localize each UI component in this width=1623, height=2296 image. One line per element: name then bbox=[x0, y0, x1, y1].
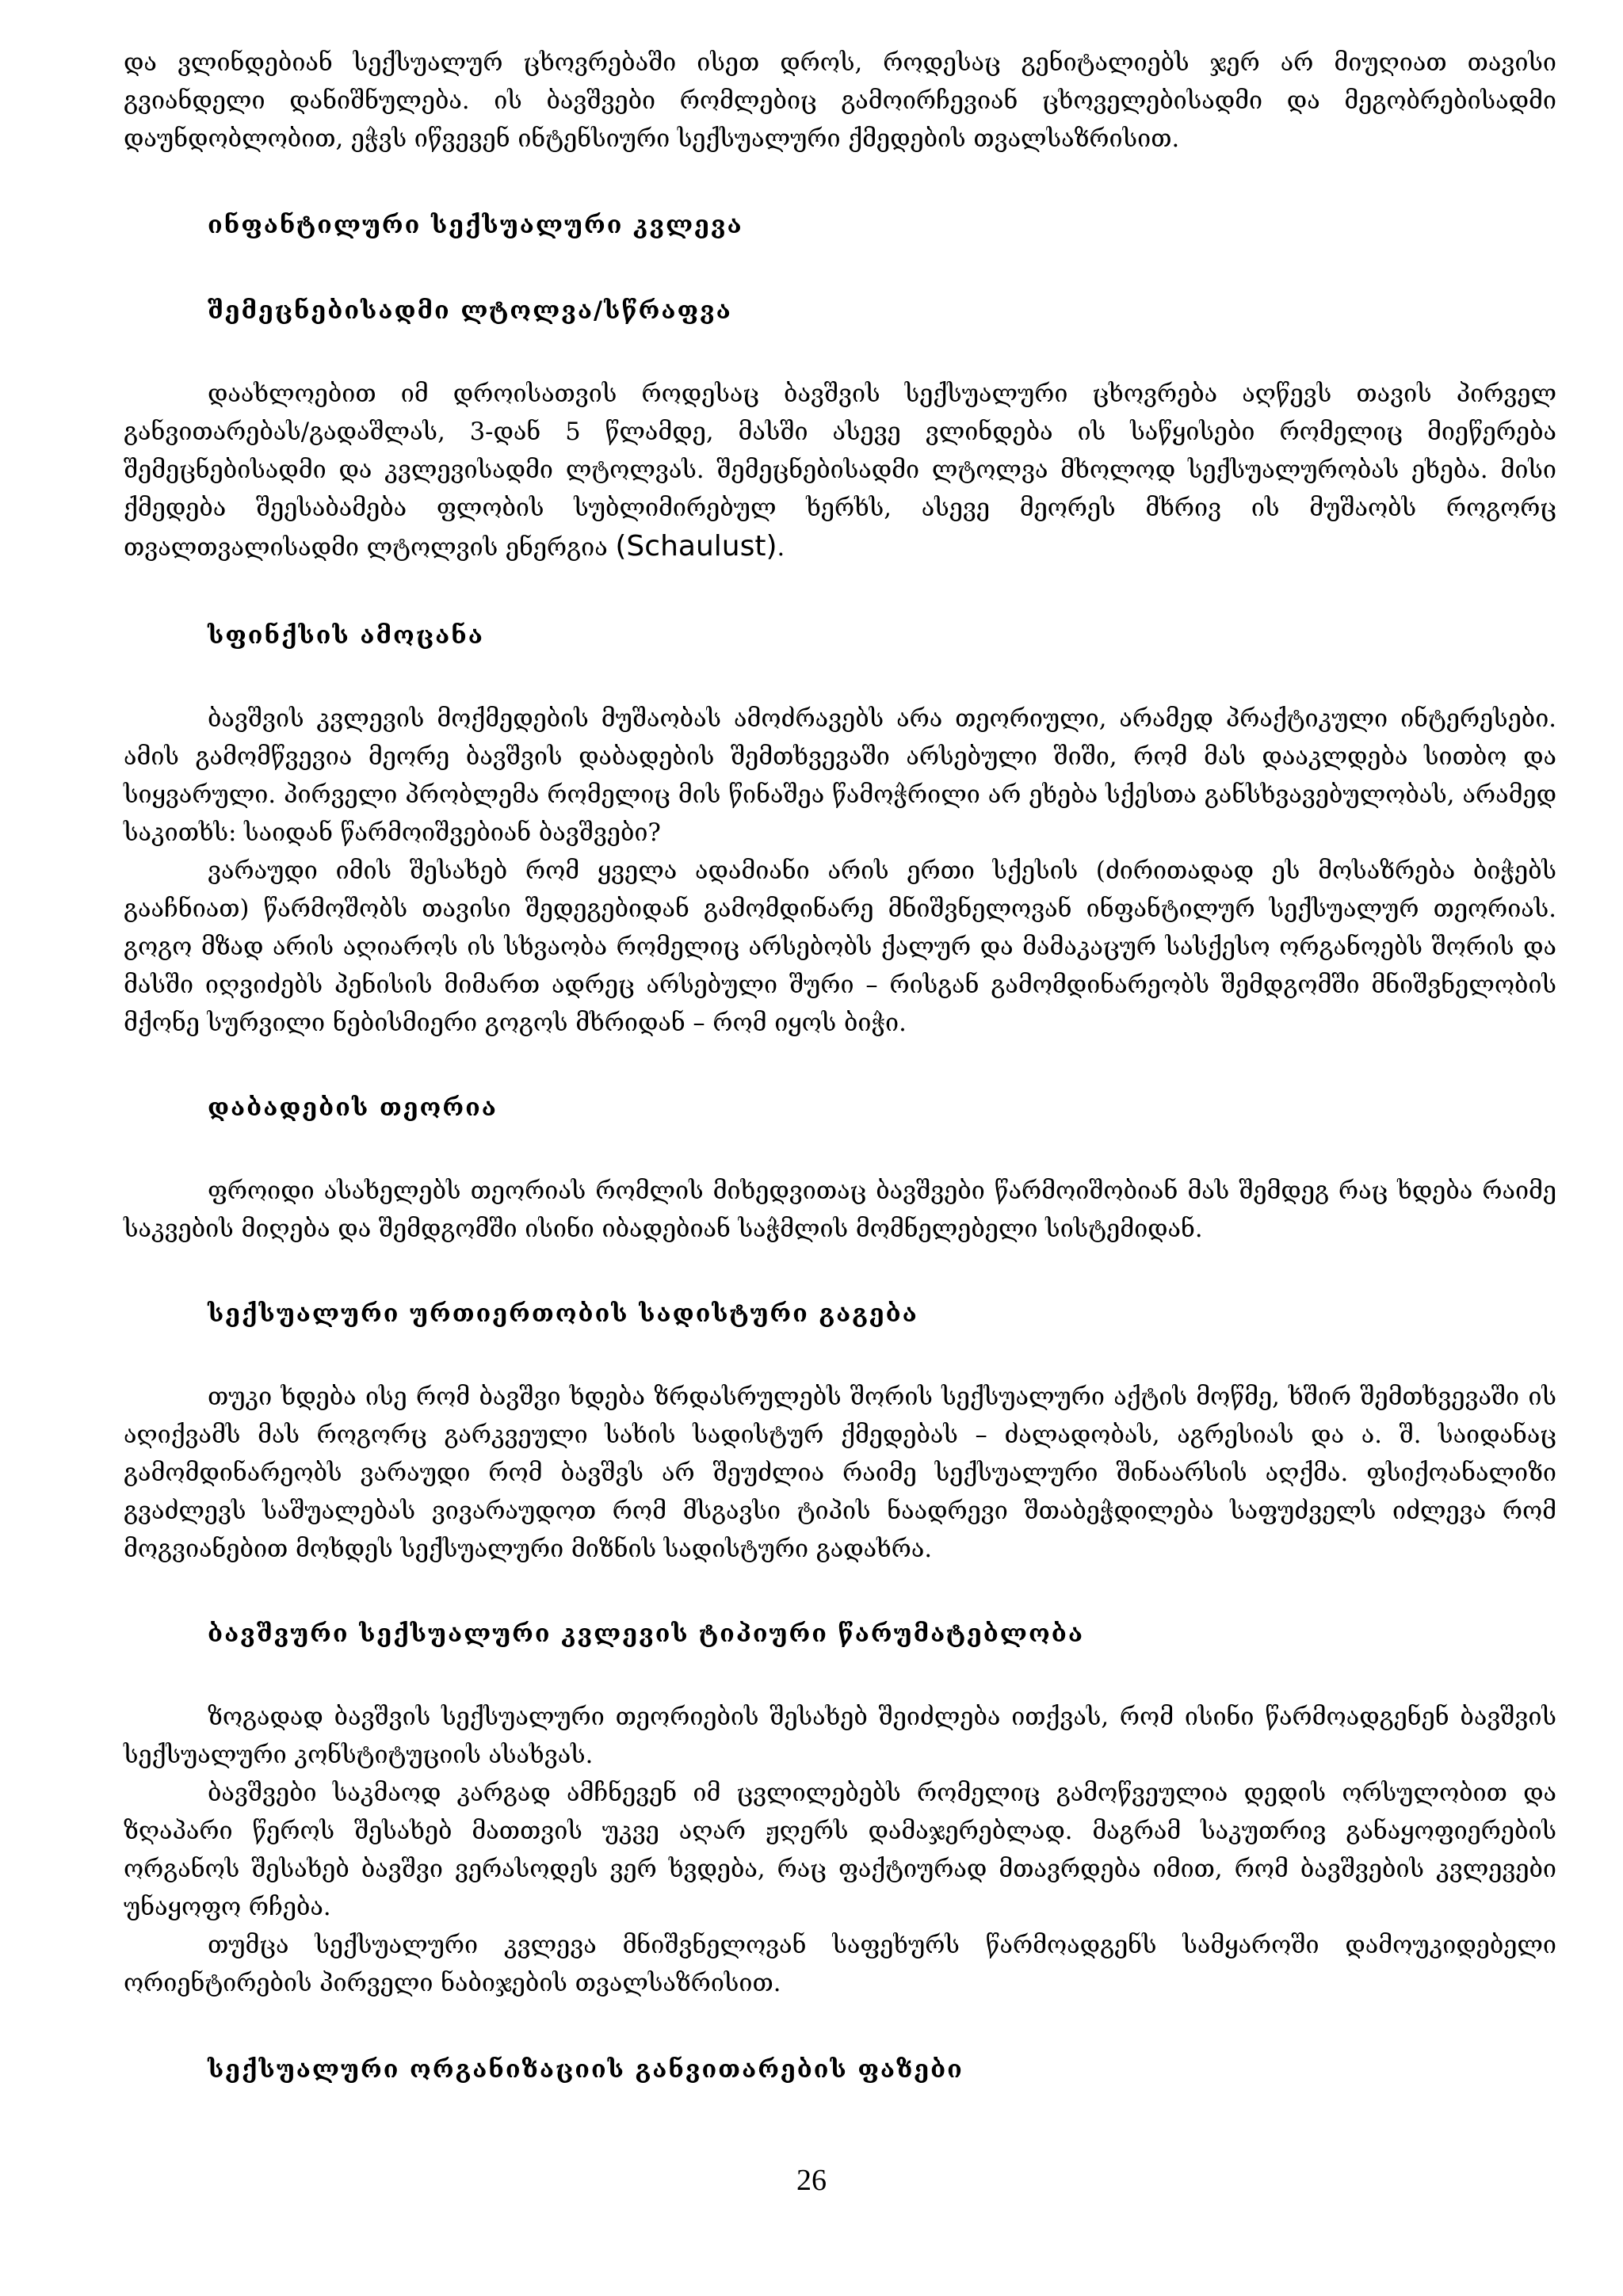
typical-failure-paragraph-1: ზოგადად ბავშვის სექსუალური თეორიების შესახებ შეიძლება ითქვას, რომ ისინი წარმოადგენენ ბავშვის სექსუალური კონსტიტუციის ასახვას. bbox=[124, 1703, 1556, 1769]
section-heading-drive-for-knowledge: შემეცნებისადმი ლტოლვა/სწრაფვა bbox=[208, 296, 732, 325]
drive-for-knowledge-text: დაახლოებით იმ დროისათვის როდესაც ბავშვის სექსუალური ცხოვრება აღწევს თავის პირველ განვითარებას/გადაშლას, 3-დან 5 წლამდე, მასში ასევე ვლინდება ის საწყისები რომელიც მიეწერება შემეცნებისადმი და კვლევისადმი ლტოლვას. შემეცნებისადმი ლტოლვა მხოლოდ სექსუალურობას ეხება. მისი ქმედება შეესაბამება ფლობის სუბლიმირებულ ხერხს, ასევე მეორეს მხრივ ის მუშაობს როგორც თვალთვალისადმი ლტოლვის ენერგია bbox=[124, 380, 1556, 562]
sadistic-conception-paragraph: თუკი ხდება ისე რომ ბავშვი ხდება ზრდასრულებს შორის სექსუალური აქტის მოწმე, ხშირ შემთხვევაში ის აღიქვამს მას როგორც გარკვეული სახის სადისტურ ქმედებას – ძალადობას, აგრესიას და ა. შ. საიდანაც გამომდინარეობს ვარაუდი რომ ბავშვს არ შეუძლია რაიმე სექსუალური შინაარსის აღქმა. ფსიქოანალიზი გვაძლევს საშუალებას ვივარაუდოთ რომ მსგავსი ტიპის ნაადრევი შთაბეჭდილება საფუძველს იძლევა რომ მოგვიანებით მოხდეს სექსუალური მიზნის სადისტური გადახრა. bbox=[124, 1383, 1556, 1563]
sphinx-riddle-paragraph-2: ვარაუდი იმის შესახებ რომ ყველა ადამიანი არის ერთი სქესის (ძირითადად ეს მოსაზრება ბიჭებს გააჩნიათ) წარმოშობს თავისი შედეგებიდან გამომდინარე მნიშვნელოვან ინფანტილურ სექსუალურ თეორიას. გოგო მზად არის აღიაროს ის სხვაობა რომელიც არსებობს ქალურ და მამაკაცურ სასქესო ორგანოებს შორის და მასში იღვიძებს პენისის მიმართ ადრეც არსებული შური – რისგან გამომდინარეობს შემდგომში მნიშვნელობის მქონე სურვილი ნებისმიერი გოგოს მხრიდან – რომ იყოს ბიჭი. bbox=[124, 857, 1556, 1037]
page-content bbox=[124, 44, 1556, 2088]
birth-theory-paragraph: ფროიდი ასახელებს თეორიას რომლის მიხედვითაც ბავშვები წარმოიშობიან მას შემდეგ რაც ხდება რაიმე საკვების მიღება და შემდგომში ისინი იბადებიან საჭმლის მომნელებელი სისტემიდან. bbox=[124, 1177, 1556, 1243]
section-heading-sadistic-conception: სექსუალური ურთიერთობის სადისტური გაგება bbox=[208, 1299, 918, 1328]
drive-for-knowledge-end: . bbox=[777, 534, 785, 562]
intro-paragraph: და ვლინდებიან სექსუალურ ცხოვრებაში ისეთ დროს, როდესაც გენიტალიებს ჯერ არ მიუღიათ თავისი გვიანდელი დანიშნულება. ის ბავშვები რომლებიც გამოირჩევიან ცხოველებისადმი და მეგობრებისადმი დაუნდობლობით, ეჭვს იწვევენ ინტენსიური სექსუალური ქმედების თვალსაზრისით. bbox=[124, 49, 1556, 153]
sphinx-riddle-paragraph-1: ბავშვის კვლევის მოქმედების მუშაობას ამოძრავებს არა თეორიული, არამედ პრაქტიკული ინტერესები. ამის გამომწვევია მეორე ბავშვის დაბადების შემთხვევაში არსებული შიში, რომ მას დააკლდება სითბო და სიყვარული. პირველი პრობლემა რომელიც მის წინაშეა წამოჭრილი არ ეხება სქესთა განსხვავებულობას, არამედ საკითხს: საიდან წარმოიშვებიან ბავშვები? bbox=[124, 705, 1556, 847]
typical-failure-paragraph-2: ბავშვები საკმაოდ კარგად ამჩნევენ იმ ცვლილებებს რომელიც გამოწვეულია დედის ორსულობით და ზღაპარი წეროს შესახებ მათთვის უკვე აღარ ჟღერს დამაჯერებლად. მაგრამ საკუთრივ განაყოფიერების ორგანოს შესახებ ბავშვი ვერასოდეს ვერ ხვდება, რაც ფაქტიურად მთავრდება იმით, რომ ბავშვების კვლევები უნაყოფო რჩება. bbox=[124, 1779, 1556, 1921]
section-heading-sphinx-riddle: სფინქსის ამოცანა bbox=[208, 621, 484, 650]
typical-failure-paragraph-3: თუმცა სექსუალური კვლევა მნიშვნელოვან საფეხურს წარმოადგენს სამყაროში დამოუკიდებელი ორიენტირების პირველი ნაბიჯების თვალსაზრისით. bbox=[124, 1932, 1556, 1997]
section-heading-sexual-organization-phases: სექსუალური ორგანიზაციის განვითარების ფაზები bbox=[208, 2055, 964, 2084]
drive-for-knowledge-paragraph bbox=[124, 376, 1556, 567]
schaulust-term: (Schaulust) bbox=[615, 530, 777, 563]
section-heading-infantile-sexual-research: ინფანტილური სექსუალური კვლევა bbox=[208, 211, 743, 239]
section-heading-typical-failure: ბავშვური სექსუალური კვლევის ტიპიური წარუმატებლობა bbox=[208, 1619, 1084, 1648]
page-number: 26 bbox=[796, 2164, 827, 2197]
section-heading-birth-theory: დაბადების თეორია bbox=[208, 1093, 498, 1122]
